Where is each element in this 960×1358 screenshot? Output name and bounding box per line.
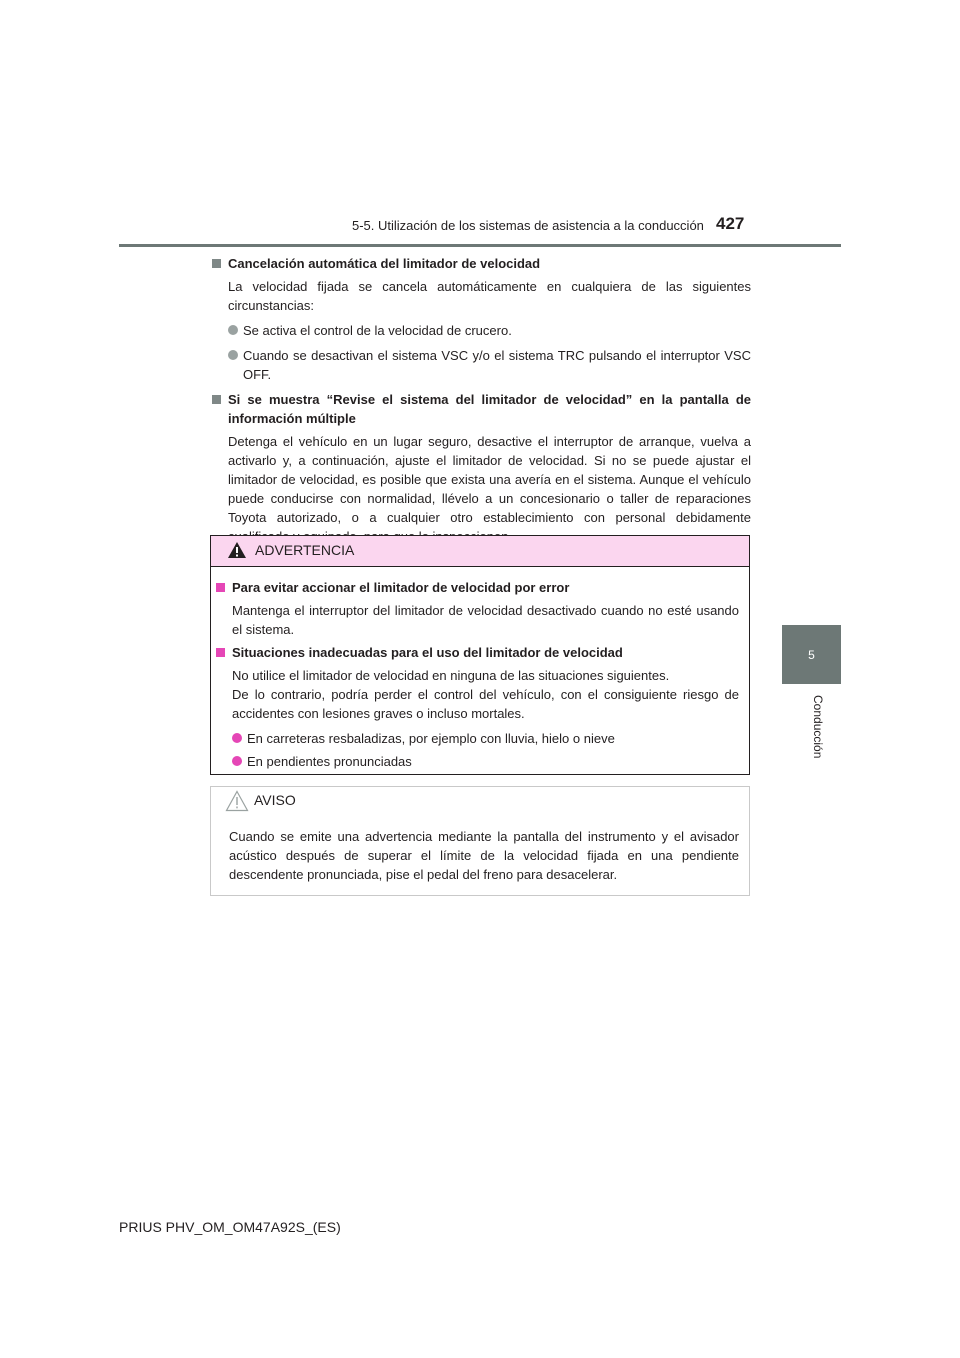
list-item xyxy=(232,752,739,771)
square-bullet-icon xyxy=(212,259,221,268)
warning-item-text: No utilice el limitador de velocidad en ninguna de las situaciones siguientes. xyxy=(232,668,670,683)
header-rule xyxy=(119,244,841,247)
page-number: 427 xyxy=(716,214,745,233)
warning-item-heading xyxy=(215,578,739,597)
warning-item-text: De lo contrario, podría perder el control del vehículo, con el consiguiente riesgo de accidentes con lesiones graves o incluso mortales. xyxy=(232,687,739,721)
notice-title: AVISO xyxy=(254,792,296,808)
circle-bullet-icon xyxy=(228,350,238,360)
list-item xyxy=(232,729,739,748)
header-section-title: 5-5. Utilización de los sistemas de asistencia a la conducción xyxy=(352,218,704,233)
warning-title-bar xyxy=(211,536,749,567)
section-title: Si se muestra “Revise el sistema del limitador de velocidad” en la pantalla de información múltiple xyxy=(228,392,751,426)
circle-bullet-icon xyxy=(232,733,242,743)
warning-triangle-icon xyxy=(227,541,247,564)
section-message-text: Detenga el vehículo en un lugar seguro, desactive el interruptor de arranque, vuelva a activarlo y, a continuación, ajuste el limitador de velocidad. Si no se puede ajustar el limitador de velocidad, es posible que exista una avería en el sistema. Aunque el vehículo puede conducirse con normalidad, llévelo a un concesionario o taller de reparaciones Toyota autorizado, o a cualquier otro establecimiento con personal debidamente xyxy=(228,434,751,525)
warning-box xyxy=(210,535,750,775)
notice-text: Cuando se emite una advertencia mediante la pantalla del instrumento y el avisador acústico después de superar el límite de la velocidad fijada en una pendiente descendente pronunciada, pise el pedal del freno para desacelerar. xyxy=(229,829,739,882)
list-item xyxy=(228,321,751,340)
circle-bullet-icon xyxy=(232,756,242,766)
notice-box xyxy=(210,786,750,896)
main-content xyxy=(211,254,751,546)
notice-title-bar xyxy=(211,787,749,817)
section-cancel-heading xyxy=(211,254,751,273)
section-title: Cancelación automática del limitador de velocidad xyxy=(228,256,541,271)
list-item-text: Se activa el control de la velocidad de crucero. xyxy=(243,323,512,338)
square-bullet-icon xyxy=(212,395,221,404)
section-message-heading xyxy=(211,390,751,428)
list-item-text: Cuando se desactivan el sistema VSC y/o el sistema TRC pulsando el interruptor VSC OFF. xyxy=(243,348,751,382)
list-item xyxy=(228,346,751,384)
warning-body xyxy=(211,578,749,771)
warning-item-title: Situaciones inadecuadas para el uso del limitador de velocidad xyxy=(232,645,623,660)
warning-item-heading xyxy=(215,643,739,662)
chapter-tab[interactable] xyxy=(782,625,841,684)
square-bullet-icon xyxy=(216,648,225,657)
list-item-text: En pendientes pronunciadas xyxy=(247,754,412,769)
circle-bullet-icon xyxy=(228,325,238,335)
chapter-number: 5 xyxy=(808,647,815,662)
warning-item-title: Para evitar accionar el limitador de velocidad por error xyxy=(232,580,570,595)
chapter-label: Conducción xyxy=(811,695,825,759)
caution-triangle-icon xyxy=(225,790,249,817)
section-cancel-text: La velocidad fijada se cancela automáticamente en cualquiera de las siguientes circunstancias: xyxy=(228,279,751,313)
warning-title: ADVERTENCIA xyxy=(255,542,355,558)
document-code: PRIUS PHV_OM_OM47A92S_(ES) xyxy=(119,1219,341,1235)
square-bullet-icon xyxy=(216,583,225,592)
warning-item-text: Mantenga el interruptor del limitador de velocidad desactivado cuando no esté usando el sistema. xyxy=(232,603,739,637)
list-item-text: En carreteras resbaladizas, por ejemplo con lluvia, hielo o nieve xyxy=(247,731,615,746)
notice-body xyxy=(211,827,749,884)
